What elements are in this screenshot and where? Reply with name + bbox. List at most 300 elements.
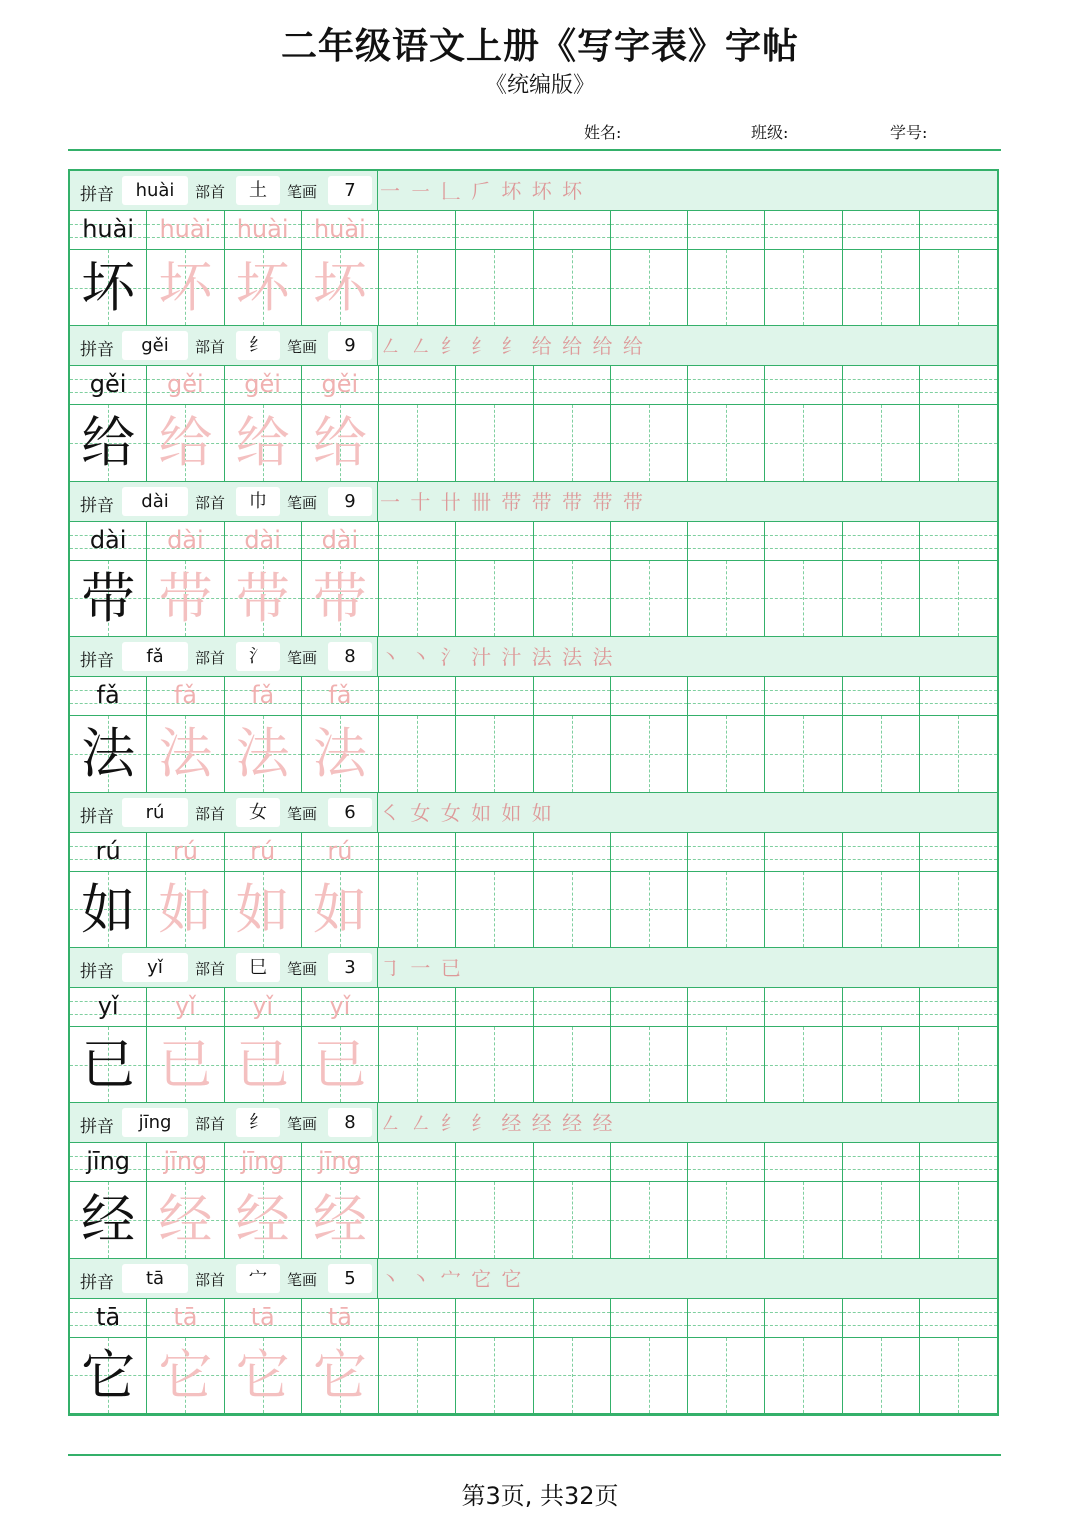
pinyin-row (70, 1299, 997, 1338)
footer-divider (68, 1454, 1001, 1456)
writing-cell[interactable] (379, 250, 456, 325)
writing-cell (225, 1027, 302, 1102)
pinyin-cell (843, 1299, 920, 1337)
radical-label: 部首 (195, 493, 226, 512)
pinyin-cell (225, 522, 302, 560)
pinyin-row (70, 366, 997, 405)
pinyin-cell (611, 677, 688, 715)
writing-cell (147, 250, 224, 325)
stroke-count-label: 笔画 (287, 338, 318, 357)
writing-cell[interactable] (843, 1338, 920, 1413)
pinyin-cell (70, 366, 147, 404)
writing-cell[interactable] (456, 561, 533, 636)
writing-cell[interactable] (920, 1182, 997, 1257)
pinyin-cell (765, 833, 842, 871)
pinyin-cell (534, 211, 611, 249)
pinyin-cell (302, 1143, 379, 1181)
character-row (70, 1027, 997, 1103)
practice-sheet (68, 169, 999, 1416)
stroke-order: ㇜ ㇜ 纟 纟 纟 给 给 给 给 (380, 334, 645, 359)
pinyin-trace: huài (313, 215, 366, 243)
pinyin-cell (379, 988, 456, 1026)
pinyin-cell (379, 1299, 456, 1337)
pinyin-cell (70, 1299, 147, 1337)
writing-cell[interactable] (611, 1182, 688, 1257)
pinyin-model: jīng (86, 1147, 131, 1176)
writing-cell[interactable] (688, 1182, 765, 1257)
pinyin-cell (147, 1143, 224, 1181)
character-row (70, 1182, 997, 1258)
writing-cell (302, 872, 379, 947)
writing-cell (70, 1027, 147, 1102)
radical-label: 部首 (195, 959, 226, 978)
stroke-count-label: 笔画 (287, 493, 318, 512)
pinyin-cell (534, 988, 611, 1026)
character-model: 经 (81, 1188, 136, 1252)
character-block (70, 482, 997, 637)
pinyin-cell (147, 833, 224, 871)
pinyin-value: jīng (122, 1108, 188, 1137)
writing-cell[interactable] (534, 872, 611, 947)
pinyin-cell (765, 1299, 842, 1337)
writing-cell (302, 405, 379, 480)
pinyin-cell (534, 833, 611, 871)
pinyin-model: rú (95, 836, 121, 865)
stroke-count-value: 5 (328, 1264, 372, 1293)
pinyin-cell (765, 366, 842, 404)
pinyin-cell (147, 366, 224, 404)
pinyin-cell (379, 366, 456, 404)
pinyin-cell (302, 522, 379, 560)
pinyin-trace: rú (172, 836, 198, 865)
pinyin-cell (688, 1143, 765, 1181)
pinyin-cell (920, 522, 997, 560)
writing-cell[interactable] (379, 561, 456, 636)
pinyin-cell (920, 833, 997, 871)
stroke-count-label: 笔画 (287, 804, 318, 823)
pinyin-cell (379, 677, 456, 715)
writing-cell[interactable] (379, 405, 456, 480)
character-info-row (70, 482, 997, 522)
writing-cell (225, 405, 302, 480)
character-row (70, 872, 997, 948)
writing-cell[interactable] (379, 1027, 456, 1102)
writing-cell (70, 250, 147, 325)
writing-cell[interactable] (920, 405, 997, 480)
stroke-count-value: 8 (328, 1108, 372, 1137)
pinyin-row (70, 677, 997, 716)
character-trace: 经 (158, 1188, 213, 1252)
stroke-count-label: 笔画 (287, 959, 318, 978)
pinyin-model: tā (96, 1302, 121, 1331)
writing-cell (225, 1182, 302, 1257)
writing-cell[interactable] (765, 405, 842, 480)
writing-cell[interactable] (456, 1027, 533, 1102)
character-model: 它 (81, 1343, 136, 1407)
pinyin-cell (379, 522, 456, 560)
radical-value: 纟 (236, 331, 280, 360)
writing-cell[interactable] (456, 872, 533, 947)
writing-cell[interactable] (843, 1182, 920, 1257)
writing-cell[interactable] (611, 405, 688, 480)
pinyin-cell (147, 522, 224, 560)
pinyin-cell (843, 677, 920, 715)
pinyin-trace: jīng (163, 1147, 208, 1176)
writing-cell[interactable] (379, 716, 456, 791)
writing-cell[interactable] (920, 250, 997, 325)
character-row (70, 716, 997, 792)
pinyin-cell (225, 988, 302, 1026)
character-trace: 它 (158, 1343, 213, 1407)
pinyin-trace: dài (167, 525, 204, 554)
pinyin-cell (534, 522, 611, 560)
writing-cell (302, 1182, 379, 1257)
character-trace: 已 (312, 1032, 367, 1096)
character-info (70, 1259, 378, 1299)
pinyin-model: huài (82, 215, 135, 243)
pinyin-cell (765, 522, 842, 560)
pinyin-cell (765, 211, 842, 249)
character-info (70, 171, 378, 211)
pinyin-cell (302, 988, 379, 1026)
character-trace: 坏 (312, 256, 367, 319)
character-block (70, 171, 997, 326)
writing-cell[interactable] (611, 1338, 688, 1413)
pinyin-cell (611, 833, 688, 871)
writing-cell[interactable] (843, 716, 920, 791)
character-model: 坏 (81, 256, 136, 319)
writing-cell[interactable] (920, 561, 997, 636)
pinyin-cell (225, 1299, 302, 1337)
pinyin-cell (70, 211, 147, 249)
pinyin-trace: jīng (317, 1147, 362, 1176)
stroke-count-value: 6 (328, 798, 372, 827)
writing-cell (70, 405, 147, 480)
character-trace: 已 (235, 1032, 290, 1096)
pinyin-trace: fǎ (328, 681, 352, 710)
writing-cell[interactable] (765, 872, 842, 947)
pinyin-cell (920, 1143, 997, 1181)
pinyin-cell (225, 677, 302, 715)
character-info-row (70, 1103, 997, 1143)
writing-cell[interactable] (379, 1182, 456, 1257)
pinyin-cell (302, 833, 379, 871)
pinyin-trace: dài (321, 525, 359, 554)
pinyin-cell (225, 366, 302, 404)
pinyin-cell (920, 1299, 997, 1337)
writing-cell[interactable] (456, 1182, 533, 1257)
character-info (70, 326, 378, 366)
radical-value: 巳 (236, 953, 280, 982)
pinyin-cell (147, 1299, 224, 1337)
pinyin-cell (70, 677, 147, 715)
writing-cell (225, 872, 302, 947)
pinyin-trace: yǐ (329, 991, 351, 1020)
writing-cell[interactable] (534, 250, 611, 325)
pinyin-cell (225, 211, 302, 249)
writing-cell (225, 250, 302, 325)
writing-cell[interactable] (688, 872, 765, 947)
character-row (70, 250, 997, 326)
writing-cell[interactable] (611, 250, 688, 325)
writing-cell[interactable] (611, 1027, 688, 1102)
character-info-row (70, 637, 997, 677)
radical-value: 女 (236, 798, 280, 827)
character-trace: 如 (235, 877, 290, 941)
writing-cell[interactable] (688, 561, 765, 636)
character-row (70, 405, 997, 481)
pinyin-trace: tā (327, 1302, 352, 1331)
pinyin-label: 拼音 (80, 1272, 114, 1293)
character-block (70, 1103, 997, 1258)
character-info-row (70, 1259, 997, 1299)
radical-value: 宀 (236, 1264, 280, 1293)
pinyin-trace: gěi (321, 370, 359, 399)
pinyin-cell (70, 833, 147, 871)
radical-value: 纟 (236, 1108, 280, 1137)
pinyin-trace: yǐ (174, 991, 196, 1020)
writing-cell (225, 561, 302, 636)
writing-cell[interactable] (765, 1182, 842, 1257)
writing-cell[interactable] (920, 716, 997, 791)
character-info (70, 637, 378, 677)
character-info-row (70, 948, 997, 988)
pinyin-cell (688, 211, 765, 249)
student-number-label: 学号: (890, 123, 928, 142)
writing-cell[interactable] (843, 1027, 920, 1102)
character-trace: 如 (312, 877, 367, 941)
writing-cell (70, 872, 147, 947)
character-row (70, 1338, 997, 1414)
pinyin-model: yǐ (97, 991, 119, 1020)
pinyin-cell (611, 1299, 688, 1337)
pinyin-cell (688, 366, 765, 404)
pinyin-cell (456, 366, 533, 404)
writing-cell[interactable] (534, 405, 611, 480)
pinyin-cell (611, 522, 688, 560)
pinyin-cell (302, 677, 379, 715)
radical-value: 土 (236, 176, 280, 205)
writing-cell (70, 561, 147, 636)
pinyin-cell (225, 1143, 302, 1181)
character-block (70, 637, 997, 792)
pinyin-cell (920, 677, 997, 715)
character-trace: 坏 (235, 256, 290, 319)
writing-cell (70, 1338, 147, 1413)
pinyin-cell (843, 366, 920, 404)
radical-label: 部首 (195, 804, 226, 823)
pinyin-cell (765, 988, 842, 1026)
character-trace: 法 (312, 722, 367, 786)
pinyin-cell (147, 211, 224, 249)
writing-cell[interactable] (843, 250, 920, 325)
pinyin-row (70, 522, 997, 561)
pinyin-cell (225, 833, 302, 871)
writing-cell[interactable] (611, 561, 688, 636)
pinyin-cell (456, 677, 533, 715)
stroke-order: ㇜ ㇜ 纟 纟 经 经 经 经 (380, 1111, 615, 1136)
writing-cell (225, 716, 302, 791)
stroke-order: 一 十 卄 卌 带 带 带 带 带 (380, 489, 645, 514)
writing-cell[interactable] (534, 1338, 611, 1413)
character-trace: 经 (235, 1188, 290, 1252)
pinyin-trace: huài (236, 215, 289, 243)
pinyin-cell (688, 522, 765, 560)
pinyin-trace: gěi (244, 370, 281, 399)
pinyin-cell (456, 522, 533, 560)
writing-cell[interactable] (765, 250, 842, 325)
character-trace: 带 (235, 566, 290, 630)
pinyin-cell (920, 366, 997, 404)
pinyin-cell (379, 211, 456, 249)
writing-cell (302, 1027, 379, 1102)
writing-cell[interactable] (688, 250, 765, 325)
character-block (70, 326, 997, 481)
character-trace: 如 (158, 877, 213, 941)
writing-cell[interactable] (379, 872, 456, 947)
stroke-count-label: 笔画 (287, 1270, 318, 1289)
pinyin-trace: fǎ (251, 681, 275, 710)
character-trace: 带 (158, 566, 213, 630)
character-info (70, 482, 378, 522)
character-trace: 带 (312, 566, 367, 630)
pinyin-cell (534, 366, 611, 404)
pinyin-model: fǎ (96, 681, 120, 710)
writing-cell[interactable] (534, 561, 611, 636)
pinyin-cell (302, 366, 379, 404)
writing-cell (70, 1182, 147, 1257)
pinyin-cell (843, 211, 920, 249)
character-model: 给 (81, 411, 136, 475)
stroke-count-value: 8 (328, 642, 372, 671)
class-label: 班级: (751, 123, 789, 142)
pinyin-cell (611, 988, 688, 1026)
writing-cell[interactable] (456, 1338, 533, 1413)
character-info-row (70, 793, 997, 833)
pinyin-label: 拼音 (80, 340, 114, 361)
pinyin-value: dài (122, 487, 188, 516)
character-info-row (70, 326, 997, 366)
pinyin-cell (688, 833, 765, 871)
writing-cell (302, 1338, 379, 1413)
writing-cell[interactable] (456, 716, 533, 791)
pinyin-cell (147, 988, 224, 1026)
pinyin-model: dài (89, 525, 127, 554)
character-model: 已 (81, 1032, 136, 1096)
pinyin-trace: jīng (240, 1147, 285, 1176)
stroke-count-value: 7 (328, 176, 372, 205)
writing-cell[interactable] (534, 1027, 611, 1102)
pinyin-cell (534, 1299, 611, 1337)
writing-cell (70, 716, 147, 791)
writing-cell[interactable] (843, 405, 920, 480)
pinyin-cell (920, 988, 997, 1026)
character-info (70, 1103, 378, 1143)
character-model: 法 (81, 722, 136, 786)
pinyin-cell (70, 1143, 147, 1181)
pinyin-cell (843, 522, 920, 560)
pinyin-trace: fǎ (173, 681, 197, 710)
pinyin-cell (302, 211, 379, 249)
pinyin-cell (456, 1299, 533, 1337)
pinyin-row (70, 988, 997, 1027)
pinyin-value: tā (122, 1264, 188, 1293)
pinyin-cell (70, 522, 147, 560)
writing-cell[interactable] (688, 1027, 765, 1102)
radical-value: 氵 (236, 642, 280, 671)
stroke-order: 丶 丶 宀 它 它 (380, 1266, 524, 1291)
character-info (70, 948, 378, 988)
writing-cell (302, 250, 379, 325)
radical-value: 巾 (236, 487, 280, 516)
writing-cell (147, 716, 224, 791)
writing-cell[interactable] (534, 716, 611, 791)
pinyin-label: 拼音 (80, 961, 114, 982)
writing-cell[interactable] (688, 405, 765, 480)
writing-cell[interactable] (765, 1338, 842, 1413)
writing-cell[interactable] (688, 716, 765, 791)
writing-cell[interactable] (920, 1027, 997, 1102)
writing-cell[interactable] (534, 1182, 611, 1257)
writing-cell (147, 405, 224, 480)
character-trace: 给 (312, 411, 367, 475)
writing-cell[interactable] (765, 561, 842, 636)
pinyin-value: rú (122, 798, 188, 827)
writing-cell[interactable] (765, 716, 842, 791)
writing-cell[interactable] (843, 872, 920, 947)
writing-cell[interactable] (688, 1338, 765, 1413)
pinyin-cell (534, 1143, 611, 1181)
stroke-order: 一 ㇐ 𠃊 𠂆 坏 坏 坏 (380, 179, 585, 203)
writing-cell (147, 1027, 224, 1102)
character-block (70, 793, 997, 948)
pinyin-cell (70, 988, 147, 1026)
pinyin-cell (611, 366, 688, 404)
pinyin-cell (379, 833, 456, 871)
stroke-order: 丶 丶 氵 汁 汁 法 法 法 (380, 645, 615, 670)
character-row (70, 561, 997, 637)
pinyin-label: 拼音 (80, 495, 114, 516)
writing-cell[interactable] (379, 1338, 456, 1413)
writing-cell[interactable] (920, 1338, 997, 1413)
writing-cell[interactable] (843, 561, 920, 636)
radical-label: 部首 (195, 1270, 226, 1289)
character-block (70, 948, 997, 1103)
header-divider (68, 149, 1001, 151)
writing-cell[interactable] (456, 405, 533, 480)
character-trace: 它 (235, 1343, 290, 1407)
writing-cell[interactable] (611, 872, 688, 947)
writing-cell[interactable] (456, 250, 533, 325)
character-model: 如 (81, 877, 136, 941)
pinyin-trace: tā (250, 1302, 275, 1331)
stroke-count-label: 笔画 (287, 1115, 318, 1134)
pinyin-cell (611, 211, 688, 249)
pinyin-cell (379, 1143, 456, 1181)
pinyin-cell (688, 1299, 765, 1337)
pinyin-label: 拼音 (80, 806, 114, 827)
name-label: 姓名: (584, 123, 622, 142)
pinyin-cell (920, 211, 997, 249)
pinyin-cell (688, 988, 765, 1026)
pinyin-cell (765, 1143, 842, 1181)
writing-cell[interactable] (920, 872, 997, 947)
writing-cell[interactable] (611, 716, 688, 791)
pinyin-cell (843, 1143, 920, 1181)
writing-cell[interactable] (765, 1027, 842, 1102)
writing-cell (147, 561, 224, 636)
pinyin-cell (843, 988, 920, 1026)
